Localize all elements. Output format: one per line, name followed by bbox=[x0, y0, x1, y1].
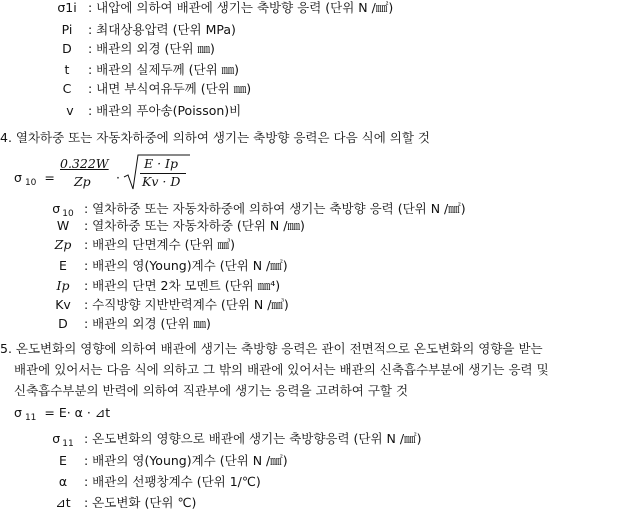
def-symbol: α bbox=[58, 474, 68, 489]
sqrt-fraction bbox=[138, 156, 188, 192]
def-symbol: W bbox=[56, 218, 70, 233]
section4-heading: 4. 열차하중 또는 자동차하중에 의하여 생기는 축방향 응력은 다음 식에 의할 것 bbox=[0, 130, 430, 145]
sigma-symbol: σ bbox=[14, 170, 22, 185]
def-symbol: D bbox=[62, 41, 72, 56]
def-symbol: E bbox=[59, 258, 67, 273]
def-symbol: v bbox=[66, 103, 74, 118]
def4-row bbox=[46, 258, 288, 274]
fraction-numerator: 0.322W bbox=[60, 156, 109, 171]
def-text: : 배관의 영(Young)계수 (단위 N /㎟) bbox=[83, 453, 288, 468]
def4-row bbox=[46, 316, 211, 332]
def1-row bbox=[50, 62, 239, 78]
def1-row bbox=[50, 41, 215, 57]
equals-sign: = bbox=[44, 170, 55, 185]
formula4-dot: · bbox=[116, 170, 120, 185]
sqrt-denominator: Kv · D bbox=[142, 174, 181, 189]
def5-row bbox=[46, 431, 421, 449]
sigma-subscript: 10 bbox=[24, 178, 37, 188]
def4-row bbox=[46, 297, 289, 313]
def-symbol: C bbox=[62, 81, 72, 96]
def1-row bbox=[56, 103, 241, 119]
def-symbol: E bbox=[59, 453, 67, 468]
sigma-subscript: 11 bbox=[24, 413, 37, 423]
def5-row bbox=[46, 453, 288, 469]
def1-row bbox=[50, 0, 393, 16]
def-symbol: t bbox=[64, 62, 70, 77]
def-text: : 배관의 선팽창계수 (단위 1/℃) bbox=[83, 474, 261, 489]
def-symbol: Pi bbox=[61, 22, 73, 37]
def-text: : 배관의 단면계수 (단위 ㎣) bbox=[83, 237, 236, 252]
def4-row bbox=[46, 237, 235, 253]
def-text: : 내면 부식여유두께 (단위 ㎜) bbox=[87, 81, 252, 96]
def1-row bbox=[50, 22, 236, 38]
def4-row bbox=[46, 201, 466, 219]
formula-rhs: = E· α · ⊿t bbox=[44, 405, 111, 420]
def-text: : 배관의 푸아송(Poisson)비 bbox=[87, 103, 242, 118]
section5-line3: 신축흡수부분의 반력에 의하여 직관부에 생기는 응력을 고려하여 구할 것 bbox=[14, 383, 409, 398]
def-text: : 내압에 의하여 배관에 생기는 축방향 응력 (단위 N /㎟) bbox=[87, 0, 394, 15]
section5-line2: 배관에 있어서는 다음 식에 의하고 그 밖의 배관에 있어서는 배관의 신축흡수부분에 생기는 응력 및 bbox=[14, 362, 549, 377]
fraction-denominator: Zp bbox=[74, 174, 91, 189]
def-symbol: σ $_{10}$ bbox=[52, 201, 74, 219]
def-text: : 온도변화 (단위 ℃) bbox=[83, 495, 197, 510]
sigma-symbol: σ bbox=[14, 405, 22, 420]
formula5 bbox=[14, 405, 110, 423]
def1-row bbox=[50, 81, 251, 97]
def4-row bbox=[46, 278, 280, 294]
def-symbol: Ip bbox=[56, 278, 70, 293]
def-symbol: σ $_{11}$ bbox=[52, 431, 74, 449]
def-symbol: Zp bbox=[54, 237, 72, 252]
def-text: : 온도변화의 영향으로 배관에 생기는 축방향응력 (단위 N /㎟) bbox=[83, 431, 422, 446]
def-text: : 열차하중 또는 자동차하중에 의하여 생기는 축방향 응력 (단위 N /㎟) bbox=[83, 201, 466, 216]
formula4-lhs bbox=[14, 170, 55, 188]
def-text: : 최대상용압력 (단위 MPa) bbox=[87, 22, 236, 37]
def-symbol: σ1i bbox=[57, 0, 77, 15]
formula4-fraction bbox=[60, 156, 110, 192]
def-text: : 배관의 영(Young)계수 (단위 N /㎟) bbox=[83, 258, 288, 273]
def-symbol: ⊿t bbox=[55, 495, 71, 510]
def-text: : 배관의 외경 (단위 ㎜) bbox=[87, 41, 215, 56]
def-symbol: Kv bbox=[55, 297, 71, 312]
section5-line1: 5. 온도변화의 영향에 의하여 배관에 생기는 축방향 응력은 관이 전면적으로 온도변화의 영향을 받는 bbox=[0, 341, 543, 356]
def5-row bbox=[46, 474, 261, 490]
def-text: : 배관의 실제두께 (단위 ㎜) bbox=[87, 62, 240, 77]
sqrt-numerator: E · Ip bbox=[144, 156, 178, 171]
def4-row bbox=[46, 218, 305, 234]
def-text: : 열차하중 또는 자동차하중 (단위 N /㎜) bbox=[83, 218, 305, 233]
def-symbol: D bbox=[58, 316, 68, 331]
def-text: : 배관의 단면 2차 모멘트 (단위 ㎜⁴) bbox=[83, 278, 281, 293]
def-text: : 배관의 외경 (단위 ㎜) bbox=[83, 316, 211, 331]
def5-row bbox=[46, 495, 196, 511]
def-text: : 수직방향 지반반력계수 (단위 N /㎣) bbox=[83, 297, 289, 312]
